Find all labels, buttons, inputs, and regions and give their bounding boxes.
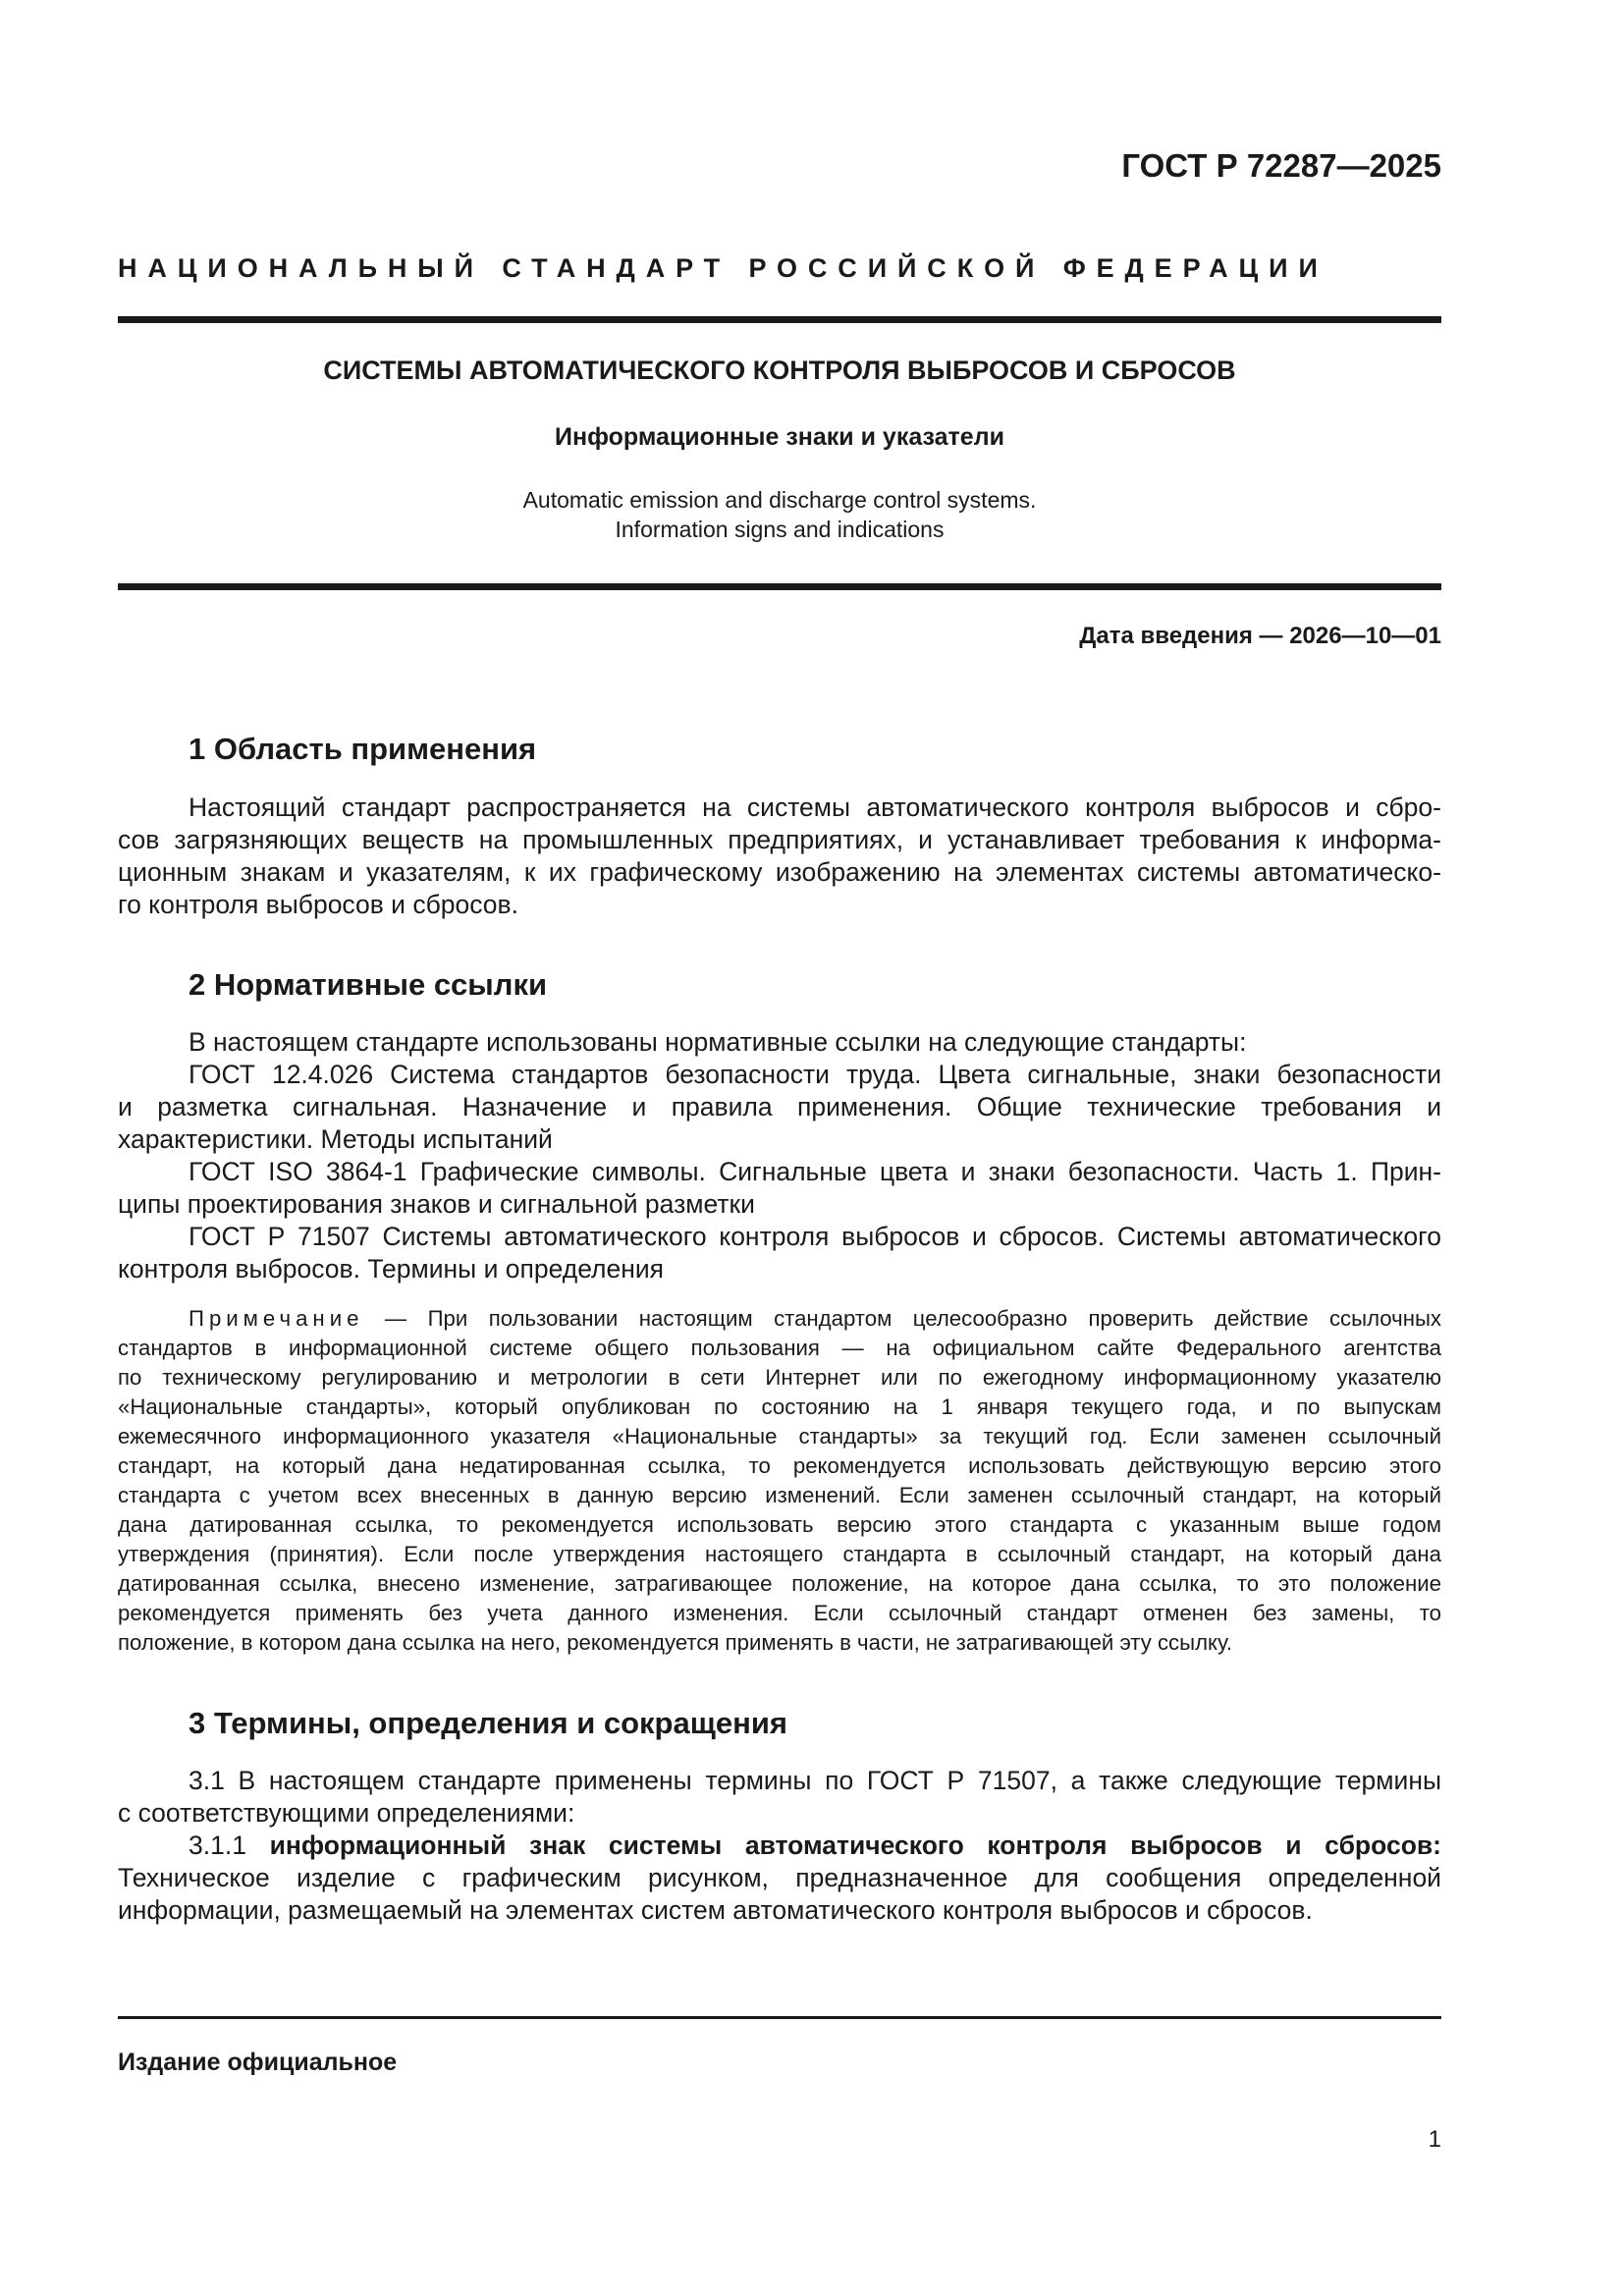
note-line: дана датированная ссылка, то рекомендуется использовать версию этого стандарта с указанным выше годом (118, 1512, 1441, 1537)
note-line: положение, в котором дана ссылка на него, рекомендуется применять в части, не затрагивающей эту ссылку. (118, 1630, 1233, 1655)
note-line: по техническому регулированию и метрологии в сети Интернет или по ежегодному информационному указателю (118, 1365, 1441, 1390)
header-divider (118, 316, 1441, 323)
paragraph-line: с соответствующими определениями: (118, 1798, 575, 1828)
title-divider (118, 583, 1441, 590)
reference-line: характеристики. Методы испытаний (118, 1124, 553, 1154)
term-name: информационный знак системы автоматического контроля выбросов и сбросов: (269, 1831, 1442, 1860)
note-line: стандарт, на который дана недатированная ссылка, то рекомендуется использовать действующую версию этого (118, 1453, 1441, 1478)
definition-line: информации, размещаемый на элементах систем автоматического контроля выбросов и сбросов. (118, 1895, 1313, 1925)
note-line: стандарта с учетом всех внесенных в данную версию изменений. Если заменен ссылочный стандарт, на который (118, 1483, 1441, 1507)
definition-line: Техническое изделие с графическим рисунком, предназначенное для сообщения определенной (118, 1863, 1441, 1892)
paragraph-line: Настоящий стандарт распространяется на системы автоматического контроля выбросов и сбро- (189, 793, 1441, 822)
paragraph-line: го контроля выбросов и сбросов. (118, 890, 518, 919)
note-line: рекомендуется применять без учета данного изменения. Если ссылочный стандарт отменен без замены, то (118, 1601, 1441, 1625)
reference-line: и разметка сигнальная. Назначение и правила применения. Общие технические требования и (118, 1092, 1441, 1121)
section-3-heading: 3 Термины, определения и сокращения (189, 1706, 787, 1740)
term-number: 3.1.1 (189, 1831, 270, 1860)
reference-line: ГОСТ ISO 3864-1 Графические символы. Сигнальные цвета и знаки безопасности. Часть 1. Прин- (189, 1157, 1441, 1186)
reference-line: контроля выбросов. Термины и определения (118, 1254, 665, 1284)
document-title: СИСТЕМЫ АВТОМАТИЧЕСКОГО КОНТРОЛЯ ВЫБРОСОВ И СБРОСОВ (323, 355, 1236, 385)
note-line: стандартов в информационной системе общего пользования — на официальном сайте Федерального агентства (118, 1336, 1441, 1360)
note-label: Примечание (189, 1306, 364, 1331)
introduction-date: Дата введения — 2026—10—01 (1079, 623, 1441, 649)
official-edition-label: Издание официальное (118, 2049, 398, 2076)
paragraph-line: В настоящем стандарте использованы нормативные ссылки на следующие стандарты: (189, 1027, 1247, 1057)
section-1-heading: 1 Область применения (189, 732, 537, 766)
document-number: ГОСТ Р 72287—2025 (1121, 147, 1441, 184)
national-standard-banner: НАЦИОНАЛЬНЫЙ СТАНДАРТ РОССИЙСКОЙ ФЕДЕРАЦИИ (118, 253, 1328, 283)
paragraph-line: ционным знакам и указателям, к их графическому изображению на элементах системы автоматическо- (118, 857, 1441, 887)
note-text: — При пользовании настоящим стандартом целесообразно проверить действие ссылочных (363, 1306, 1441, 1331)
note-line: утверждения (принятия). Если после утверждения настоящего стандарта в ссылочный стандарт, на который дана (118, 1542, 1441, 1566)
reference-line: ципы проектирования знаков и сигнальной разметки (118, 1189, 755, 1219)
reference-line: ГОСТ 12.4.026 Система стандартов безопасности труда. Цвета сигнальные, знаки безопасности (189, 1060, 1441, 1089)
paragraph-line: 3.1 В настоящем стандарте применены термины по ГОСТ Р 71507, а также следующие термины (189, 1766, 1441, 1795)
note-line (189, 1305, 1441, 1333)
paragraph-line: сов загрязняющих веществ на промышленных предприятиях, и устанавливает требования к информа- (118, 825, 1441, 854)
note-line: ежемесячного информационного указателя «Национальные стандарты» за текущий год. Если заменен ссылочный (118, 1424, 1441, 1449)
page-number: 1 (1428, 2126, 1441, 2153)
section-2-heading: 2 Нормативные ссылки (189, 967, 548, 1002)
english-title-line-1: Automatic emission and discharge control systems. (522, 487, 1037, 513)
footer-divider (118, 2016, 1441, 2019)
document-subtitle: Информационные знаки и указатели (555, 423, 1004, 451)
note-line: датированная ссылка, внесено изменение, затрагивающее положение, на которое дана ссылка, то это положение (118, 1571, 1441, 1596)
english-title-line-2: Information signs and indications (615, 517, 945, 542)
reference-line: ГОСТ Р 71507 Системы автоматического контроля выбросов и сбросов. Системы автоматического (189, 1222, 1441, 1251)
term-line (189, 1830, 1441, 1861)
note-line: «Национальные стандарты», который опубликован по состоянию на 1 января текущего года, и по выпускам (118, 1394, 1441, 1419)
